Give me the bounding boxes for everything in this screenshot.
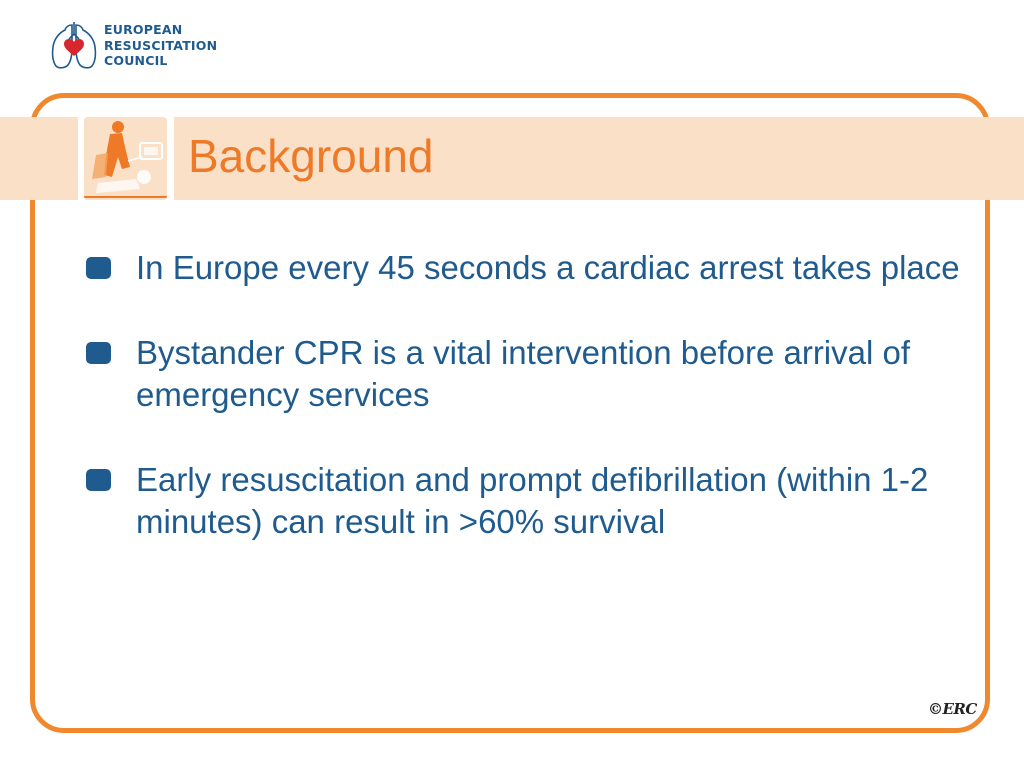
bullet-item [86,459,986,543]
logo-text-line-3: COUNCIL [104,53,168,68]
bullet-text: In Europe every 45 seconds a cardiac arrest takes place [136,249,960,286]
bullet-item [86,332,986,416]
logo-text-line-1: EUROPEAN [104,22,183,37]
bullet-square-icon [86,257,111,279]
copyright-mark: ©ERC [928,700,977,718]
bullet-item [86,247,986,289]
title-icon-tile [84,117,167,200]
bullet-text: Bystander CPR is a vital intervention before arrival of emergency services [136,334,911,413]
logo-text-line-2: RESUSCITATION [104,37,218,53]
cpr-defibrillator-icon [84,117,167,200]
erc-logo [50,20,250,72]
lungs-heart-icon [50,20,98,70]
bullet-list [86,247,986,586]
bullet-text: Early resuscitation and prompt defibrillation (within 1-2 minutes) can result in >60% survival [136,461,929,540]
bullet-square-icon [86,342,111,364]
slide-title: Background [188,130,434,182]
title-band-left [0,117,78,200]
bullet-square-icon [86,469,111,491]
